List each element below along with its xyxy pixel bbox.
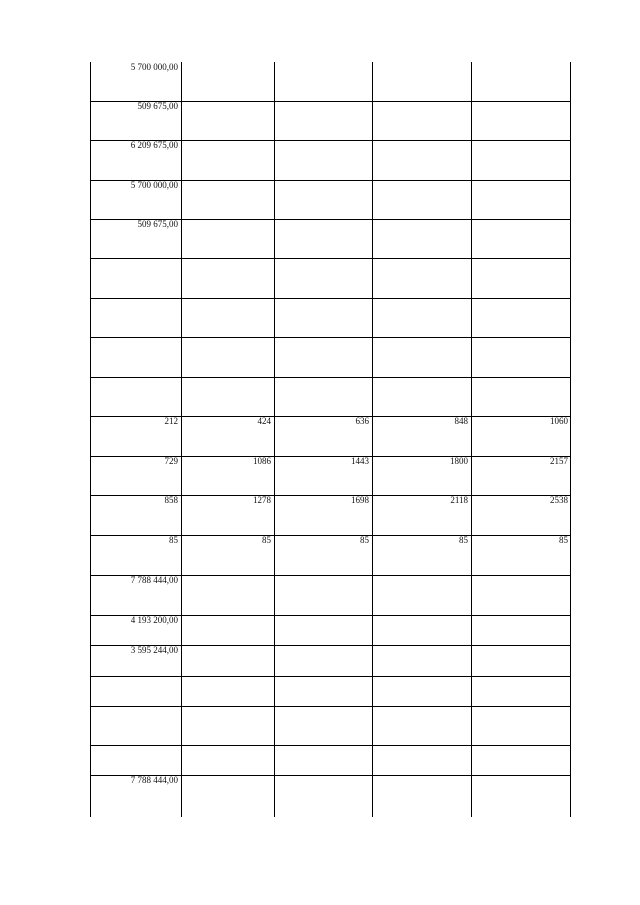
table-row <box>90 337 571 377</box>
table-cell: 424 <box>257 416 271 426</box>
table-row <box>90 140 571 180</box>
table-cell: 2157 <box>550 456 568 466</box>
table-row <box>90 101 571 140</box>
table-cell: 85 <box>559 535 568 545</box>
table-row <box>90 62 571 101</box>
table-row <box>90 180 571 219</box>
table-cell: 848 <box>454 416 468 426</box>
table-row <box>90 706 571 745</box>
table-row <box>90 377 571 416</box>
table-row <box>90 219 571 258</box>
table-row <box>90 495 571 535</box>
table-cell: 5 700 000,00 <box>130 180 178 190</box>
data-table <box>90 62 571 817</box>
table-row <box>90 535 571 575</box>
table-cell: 7 788 444,00 <box>130 575 178 585</box>
table-row <box>90 615 571 645</box>
table-row <box>90 298 571 337</box>
table-cell: 3 595 244,00 <box>130 645 178 655</box>
table-row <box>90 258 571 298</box>
table-cell: 1443 <box>351 456 369 466</box>
table-cell: 1086 <box>253 456 271 466</box>
table-cell: 509 675,00 <box>137 219 178 229</box>
table-cell: 1278 <box>253 495 271 505</box>
table-cell: 5 700 000,00 <box>130 62 178 72</box>
table-row <box>90 575 571 615</box>
table-cell: 1698 <box>351 495 369 505</box>
table-cell: 85 <box>262 535 271 545</box>
table-cell: 7 788 444,00 <box>130 775 178 785</box>
table-cell: 4 193 200,00 <box>130 615 178 625</box>
table-cell: 636 <box>355 416 369 426</box>
table-cell: 2538 <box>550 495 568 505</box>
table-row <box>90 456 571 495</box>
table-cell: 6 209 675,00 <box>130 140 178 150</box>
table-row <box>90 645 571 676</box>
table-row <box>90 416 571 456</box>
table-row <box>90 676 571 706</box>
table-cell: 85 <box>169 535 178 545</box>
table-cell: 509 675,00 <box>137 101 178 111</box>
table-cell: 858 <box>164 495 178 505</box>
table-cell: 729 <box>164 456 178 466</box>
table-cell: 1060 <box>550 416 568 426</box>
table-cell: 85 <box>459 535 468 545</box>
table-row <box>90 745 571 775</box>
table-cell: 212 <box>164 416 178 426</box>
table-cell: 85 <box>360 535 369 545</box>
table-row <box>90 775 571 817</box>
table-cell: 2118 <box>450 495 468 505</box>
table-cell: 1800 <box>450 456 468 466</box>
